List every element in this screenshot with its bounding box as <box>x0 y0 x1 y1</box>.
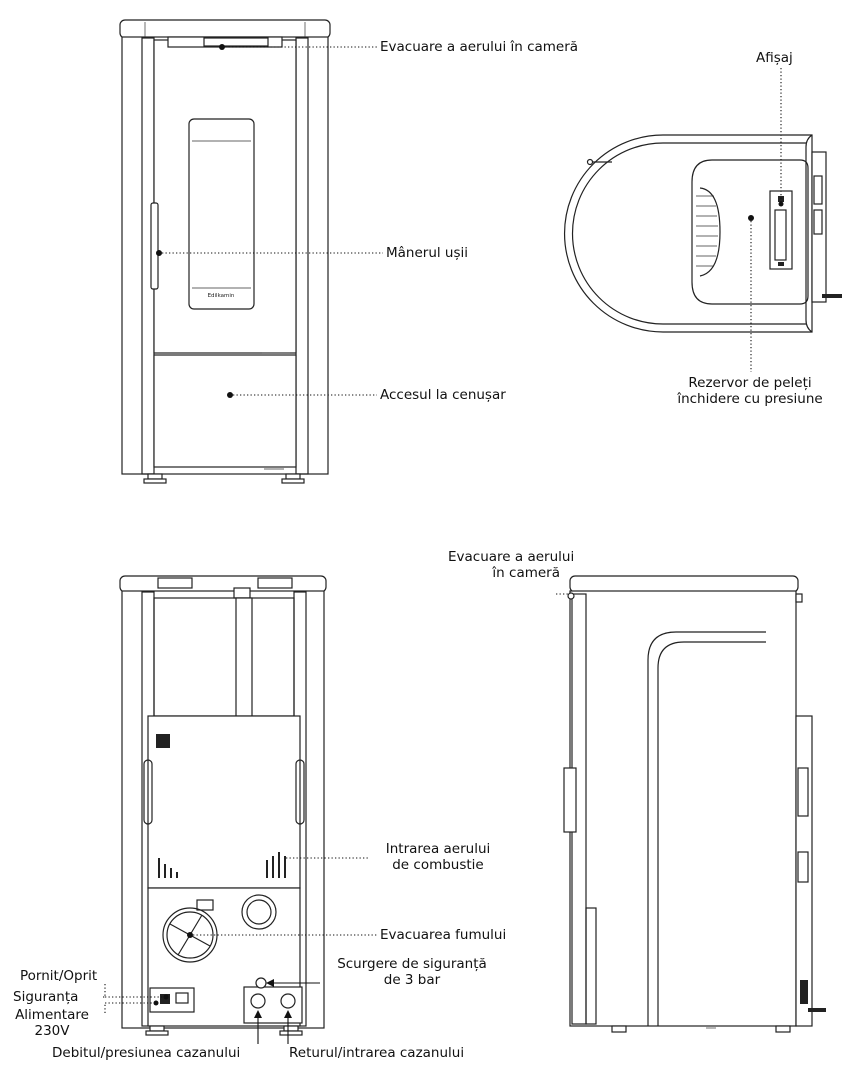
tank-label <box>652 375 848 407</box>
safety-drain-label <box>324 956 500 988</box>
tank-label-line1: Rezervor de peleți <box>688 375 812 391</box>
combustion-air-label-line1: Intrarea aerului <box>385 841 491 857</box>
power-label-line2: 230V <box>34 1023 70 1039</box>
boiler-flow-label: Debitul/presiunea cazanului <box>52 1045 241 1061</box>
door-handle-label: Mânerul ușii <box>386 245 469 261</box>
side-air-outlet-callout <box>556 593 574 599</box>
power-label-line1: Alimentare <box>15 1007 89 1023</box>
on-off-label: Pornit/Oprit <box>20 968 98 984</box>
boiler-return-label: Returul/intrarea cazanului <box>289 1045 465 1061</box>
combustion-air-label <box>366 841 510 873</box>
tank-label-line2: închidere cu presiune <box>677 391 823 407</box>
display-label: Afișaj <box>756 50 793 66</box>
front-view <box>120 20 383 483</box>
logo-text: Edilkamin <box>207 293 235 299</box>
side-view <box>556 576 826 1032</box>
fuse-label: Siguranța <box>13 989 79 1005</box>
safety-drain-label-line2: de 3 bar <box>383 972 441 988</box>
combustion-air-label-line2: de combustie <box>392 857 484 873</box>
ash-access-label: Accesul la cenușar <box>380 387 506 403</box>
power-label <box>4 1007 100 1039</box>
side-air-outlet-label-line1: Evacuare a aerului <box>448 549 575 565</box>
front-air-outlet-label: Evacuare a aerului în cameră <box>380 39 579 55</box>
top-view <box>565 68 842 372</box>
side-air-outlet-label <box>448 549 575 581</box>
safety-drain-label-line1: Scurgere de siguranță <box>337 956 487 972</box>
side-air-outlet-label-line2: în cameră <box>492 565 560 581</box>
flue-outlet-label: Evacuarea fumului <box>380 927 507 943</box>
